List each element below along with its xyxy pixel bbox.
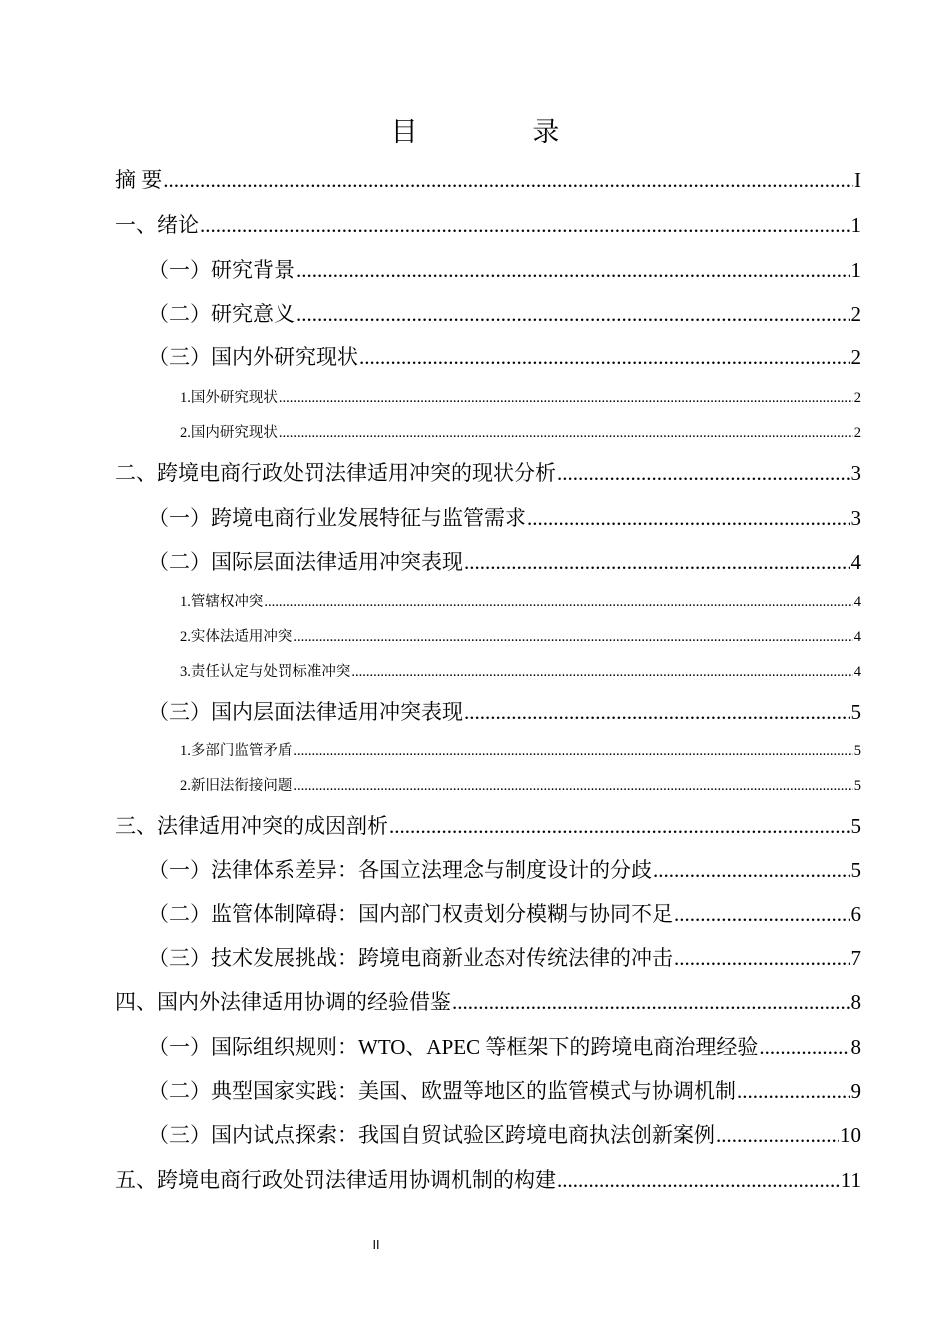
toc-leader-dots (389, 811, 850, 841)
toc-entry-label: （三）技术发展挑战：跨境电商新业态对传统法律的冲击 (148, 946, 673, 970)
toc-entry-page: 5 (853, 743, 861, 759)
toc-entry[interactable] (148, 943, 861, 973)
toc-leader-dots (464, 697, 850, 727)
toc-leader-dots (264, 592, 852, 612)
toc-entry-label: 1.多部门监管矛盾 (180, 743, 293, 759)
toc-entry-page: 11 (840, 1168, 861, 1192)
toc-entry-label: （一）研究背景 (148, 258, 295, 282)
toc-entry-page: 4 (850, 550, 861, 574)
toc-leader-dots (293, 741, 852, 761)
toc-entry[interactable] (148, 299, 861, 329)
toc-entry[interactable] (148, 1032, 861, 1062)
toc-entry-label: （二）典型国家实践：美国、欧盟等地区的监管模式与协调机制 (148, 1079, 736, 1103)
toc-entry-label: 1.管辖权冲突 (180, 594, 264, 610)
toc-leader-dots (296, 255, 850, 285)
toc-entry-page: 5 (850, 700, 861, 724)
toc-leader-dots (163, 165, 853, 195)
toc-leader-dots (279, 423, 853, 443)
toc-entry-label: （三）国内外研究现状 (148, 345, 358, 369)
toc-leader-dots (557, 1165, 840, 1195)
toc-entry-page: 4 (853, 664, 861, 680)
toc-entry-label: 2.国内研究现状 (180, 425, 278, 441)
toc-leader-dots (200, 210, 850, 240)
toc-entry[interactable] (180, 592, 861, 612)
toc-entry[interactable] (148, 547, 861, 577)
toc-leader-dots (359, 342, 850, 372)
toc-entry[interactable] (148, 503, 861, 533)
toc-entry[interactable] (148, 697, 861, 727)
toc-entry[interactable] (148, 855, 861, 885)
toc-entry[interactable] (115, 458, 861, 488)
toc-entry[interactable] (148, 1076, 861, 1106)
toc-entry-label: （三）国内试点探索：我国自贸试验区跨境电商执法创新案例 (148, 1123, 715, 1147)
toc-entry-page: 10 (840, 1123, 861, 1147)
toc-entry[interactable] (180, 741, 861, 761)
toc-entry-label: 1.国外研究现状 (180, 390, 278, 406)
toc-entry-label: （一）法律体系差异：各国立法理念与制度设计的分歧 (148, 858, 652, 882)
toc-entry-page: 2 (850, 302, 861, 326)
toc-leader-dots (674, 943, 850, 973)
toc-entry[interactable] (115, 987, 861, 1017)
toc-entry-label: 四、国内外法律适用协调的经验借鉴 (115, 990, 451, 1014)
toc-entry-page: 1 (850, 213, 861, 237)
toc-leader-dots (279, 388, 853, 408)
toc-entry-page: 1 (850, 258, 861, 282)
toc-entry-label: 三、法律适用冲突的成因剖析 (115, 814, 388, 838)
toc-leader-dots (653, 855, 850, 885)
toc-leader-dots (716, 1120, 839, 1150)
toc-entry[interactable] (148, 1120, 861, 1150)
toc-entry-page: 5 (850, 814, 861, 838)
toc-entry-page: 9 (850, 1079, 861, 1103)
toc-entry-label: （一）跨境电商行业发展特征与监管需求 (148, 506, 526, 530)
toc-entry-page: 4 (853, 594, 861, 610)
toc-entry[interactable] (148, 899, 861, 929)
toc-entry[interactable] (180, 662, 861, 682)
toc-entry[interactable] (115, 210, 861, 240)
toc-entry[interactable] (115, 1165, 861, 1195)
toc-leader-dots (351, 662, 852, 682)
toc-entry-label: 2.新旧法衔接问题 (180, 778, 293, 794)
page-title: 目 录 (390, 117, 614, 147)
page-number: II (372, 1238, 380, 1252)
toc-entry[interactable] (148, 342, 861, 372)
toc-entry-page: 6 (850, 902, 861, 926)
toc-entry[interactable] (180, 776, 861, 796)
toc-entry-abstract[interactable] (115, 165, 861, 195)
toc-entry-page: 3 (850, 461, 861, 485)
toc-entry[interactable] (180, 627, 861, 647)
toc-entry-page: 8 (850, 1035, 861, 1059)
toc-entry-label: （二）国际层面法律适用冲突表现 (148, 550, 463, 574)
toc-entry-page: 2 (850, 345, 861, 369)
toc-leader-dots (759, 1032, 849, 1062)
toc-entry-label: 二、跨境电商行政处罚法律适用冲突的现状分析 (115, 461, 556, 485)
toc-entry-page: 2 (853, 425, 861, 441)
toc-leader-dots (527, 503, 850, 533)
toc-entry-label: （二）研究意义 (148, 302, 295, 326)
toc-entry-label: 五、跨境电商行政处罚法律适用协调机制的构建 (115, 1168, 556, 1192)
toc-entry-page: 4 (853, 629, 861, 645)
toc-leader-dots (464, 547, 850, 577)
toc-entry[interactable] (115, 811, 861, 841)
toc-entry-label: （一）国际组织规则：WTO、APEC 等框架下的跨境电商治理经验 (148, 1035, 759, 1059)
toc-leader-dots (674, 899, 850, 929)
toc-entry-label: （三）国内层面法律适用冲突表现 (148, 700, 463, 724)
toc-leader-dots (452, 987, 850, 1017)
toc-entry-label: 2.实体法适用冲突 (180, 629, 293, 645)
toc-entry[interactable] (148, 255, 861, 285)
toc-entry-page: 8 (850, 990, 861, 1014)
toc-entry[interactable] (180, 388, 861, 408)
toc-leader-dots (293, 627, 852, 647)
toc-leader-dots (296, 299, 850, 329)
toc-leader-dots (557, 458, 850, 488)
toc-leader-dots (737, 1076, 850, 1106)
toc-entry-page: 7 (850, 946, 861, 970)
toc-entry-label: 摘 要 (115, 168, 163, 192)
toc-entry-page: I (854, 168, 861, 192)
toc-entry-label: 一、绪论 (115, 213, 199, 237)
toc-entry-label: （二）监管体制障碍：国内部门权责划分模糊与协同不足 (148, 902, 673, 926)
toc-entry-page: 3 (850, 506, 861, 530)
toc-entry-label: 3.责任认定与处罚标准冲突 (180, 664, 351, 680)
toc-entry[interactable] (180, 423, 861, 443)
toc-entry-page: 5 (853, 778, 861, 794)
toc-leader-dots (293, 776, 852, 796)
toc-entry-page: 5 (850, 858, 861, 882)
toc-entry-page: 2 (853, 390, 861, 406)
